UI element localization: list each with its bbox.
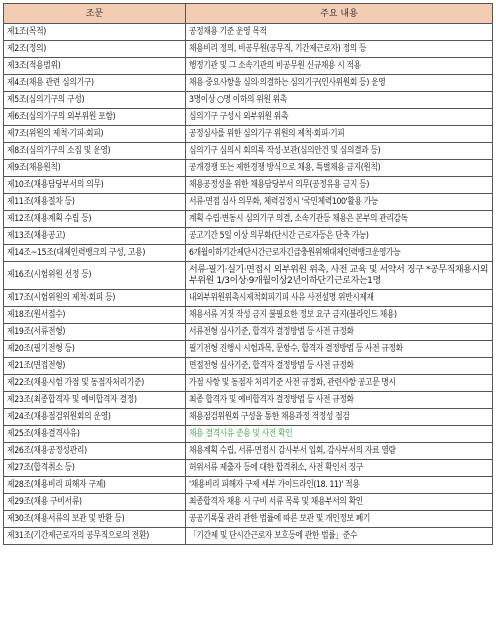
table-row (4, 92, 493, 109)
article-cell (4, 392, 186, 409)
content-text: 채용점검위원회 구성을 통한 채용과정 적정성 점검 (189, 412, 350, 422)
article-label: 제16조(시험위원 선정 등) (7, 270, 92, 280)
article-cell (4, 143, 186, 160)
article-cell (4, 528, 186, 545)
article-label: 제21조(면접전형) (7, 361, 66, 371)
content-text: 공정심사를 위한 심의기구 위원의 제척·회피·기피 (189, 129, 345, 139)
content-cell (186, 358, 493, 375)
content-text: 채용서류 거짓 작성 금지 불필요한 정보 요구 금지(블라인드 채용) (189, 310, 397, 320)
article-cell (4, 290, 186, 307)
table-row (4, 228, 493, 245)
article-label: 제2조(정의) (7, 44, 47, 54)
content-cell (186, 109, 493, 126)
table-row (4, 126, 493, 143)
regulation-summary-table-wrapper (3, 3, 492, 545)
article-cell (4, 409, 186, 426)
table-row (4, 426, 493, 443)
content-text: 공고기간 5일 이상 의무화(단시간 근로자등은 단축 가능) (189, 231, 369, 241)
content-text: 채용 중요사항을 심의·의결하는 심의기구(인사위원회 등) 운영 (189, 78, 386, 88)
article-cell (4, 511, 186, 528)
table-row (4, 375, 493, 392)
content-text: 심의기구 구성시 외부위원 위촉 (189, 112, 289, 122)
content-cell (186, 194, 493, 211)
header-content: 주요 내용 (186, 4, 493, 24)
content-cell (186, 177, 493, 194)
content-cell (186, 341, 493, 358)
content-cell (186, 460, 493, 477)
article-label: 제11조(채용절차 등) (7, 197, 75, 207)
article-label: 제20조(필기전형 등) (7, 344, 75, 354)
content-text: 최종 합격자 및 예비합격자 결정방법 등 사전 규정화 (189, 395, 354, 405)
content-cell (186, 228, 493, 245)
content-cell (186, 41, 493, 58)
table-row (4, 194, 493, 211)
article-label: 제29조(채용 구비서류) (7, 497, 82, 507)
content-text: 필기전형 진행시 시험과목, 문항수, 합격자 결정방법 등 사전 규정화 (189, 344, 403, 354)
table-row (4, 341, 493, 358)
table-row (4, 290, 493, 307)
article-cell (4, 41, 186, 58)
table-row (4, 58, 493, 75)
table-body (4, 24, 493, 545)
content-cell (186, 75, 493, 92)
table-row (4, 109, 493, 126)
article-label: 제5조(심의기구의 구성) (7, 95, 85, 105)
article-cell (4, 341, 186, 358)
table-row (4, 511, 493, 528)
article-cell (4, 24, 186, 41)
content-cell (186, 160, 493, 177)
table-row (4, 392, 493, 409)
article-cell (4, 324, 186, 341)
content-text: 허위서류 제출자 등에 대한 합격취소, 사전 확인서 징구 (189, 463, 363, 473)
article-cell (4, 358, 186, 375)
content-text: 가점 사항 및 동점자 처리기준 사전 규정화, 관련사항 공고문 명시 (189, 378, 396, 388)
article-label: 제4조(채용 관련 심의기구) (7, 78, 94, 88)
article-cell (4, 262, 186, 290)
article-label: 제30조(채용서류의 보관 및 반환 등) (7, 514, 125, 524)
article-label: 제31조(기간제근로자의 공무직으로의 전환) (7, 531, 149, 541)
article-cell (4, 126, 186, 143)
content-text: 계획 수립·변동시 심의기구 의결, 소속기관등 채용은 본부의 관리감독 (189, 214, 408, 224)
content-cell (186, 324, 493, 341)
article-label: 제22조(채용시험 가점 및 동점자처리기준) (7, 378, 144, 388)
article-cell (4, 443, 186, 460)
table-row (4, 41, 493, 58)
table-row (4, 245, 493, 262)
table-row (4, 307, 493, 324)
table-row (4, 24, 493, 41)
table-row (4, 409, 493, 426)
content-text: 채용계획 수립, 서류·면접시 감사부서 입회, 감사부서의 자료 열람 (189, 446, 396, 456)
content-text: 내외부위원위촉시제척회피기피 사유 사전설명 위반시제재 (189, 293, 374, 303)
article-label: 제25조(채용결격사유) (7, 429, 80, 439)
article-cell (4, 58, 186, 75)
content-text: 행정기관 및 그 소속기관의 비공무원 신규채용 시 적용 (189, 61, 361, 71)
content-cell (186, 58, 493, 75)
content-text: 채용비리 정의, 비공무원(공무직, 기간제근로자) 정의 등 (189, 44, 367, 54)
article-label: 제1조(목적) (7, 27, 47, 37)
article-cell (4, 494, 186, 511)
content-cell (186, 375, 493, 392)
content-cell (186, 477, 493, 494)
content-text: 「기간제 및 단시간근로자 보호등에 관한 법률」준수 (189, 531, 358, 541)
content-cell (186, 426, 493, 443)
table-header-row (4, 4, 493, 24)
content-cell (186, 511, 493, 528)
article-cell (4, 211, 186, 228)
content-text: 공공기록물 관리 관한 법률에 따른 보관 및 개인정보 폐기 (189, 514, 370, 524)
article-cell (4, 75, 186, 92)
content-cell (186, 494, 493, 511)
table-row (4, 211, 493, 228)
article-label: 제12조(채용계획 수립 등) (7, 214, 92, 224)
article-label: 제6조(심의기구의 외부위원 포함) (7, 112, 116, 122)
content-text: 공개경쟁 또는 제한경쟁 방식으로 채용, 특별채용 금지(원칙) (189, 163, 381, 173)
table-row (4, 177, 493, 194)
content-text: 심의기구 심의시 회의록 작성·보관(심의안건 및 심의결과 등) (189, 146, 381, 156)
table-row (4, 443, 493, 460)
content-text: 서류전형 심사기준, 합격자 결정방법 등 사전 규정화 (189, 327, 354, 337)
content-text: 서류·면접 심사 의무화, 체력검정시 '국민체력100'활용 가능 (189, 197, 379, 207)
content-cell (186, 409, 493, 426)
article-label: 제13조(채용공고) (7, 231, 66, 241)
content-cell (186, 262, 493, 290)
article-label: 제19조(서류전형) (7, 327, 66, 337)
content-cell (186, 92, 493, 109)
content-cell (186, 392, 493, 409)
content-text: 면접전형 심사기준, 합격자 결정방법 등 사전 규정화 (189, 361, 354, 371)
article-label: 제27조(합격취소 등) (7, 463, 75, 473)
article-cell (4, 426, 186, 443)
article-label: 제10조(채용담당부서의 의무) (7, 180, 104, 190)
content-cell (186, 528, 493, 545)
table-row (4, 75, 493, 92)
table-row (4, 477, 493, 494)
article-label: 제28조(채용비리 피해자 구제) (7, 480, 106, 490)
article-label: 제14조~15조(대체인력뱅크의 구성, 고용) (7, 248, 146, 258)
article-cell (4, 228, 186, 245)
content-text: '채용비리 피해자 구제 세부 가이드라인(18. 11)' 적용 (189, 480, 360, 490)
content-text: 공정채용 기준 운영 목적 (189, 27, 267, 37)
content-text: 서류·필기·실기·면접시 외부위원 위촉, 사전 교육 및 서약서 징구 *공무직채용시외부위원 1/3이상·9개월이상2년이하단기근로자는1명 (189, 264, 489, 286)
content-text: 3명이상 ○명 이하의 위원 위촉 (189, 95, 287, 105)
table-row (4, 324, 493, 341)
article-label: 제26조(채용공정성관리) (7, 446, 87, 456)
article-label: 제3조(적용범위) (7, 61, 61, 71)
table-row (4, 262, 493, 290)
article-cell (4, 92, 186, 109)
content-text: 채용 결격사유 준용 및 사전 확인 (189, 429, 293, 439)
table-row (4, 528, 493, 545)
article-label: 제7조(위원의 제척·기피·회피) (7, 129, 104, 139)
content-text: 채용공정성을 위한 채용담당부서 의무(공정유용 금지 등) (189, 180, 369, 190)
table-row (4, 460, 493, 477)
article-label: 제24조(채용점검위원회의 운영) (7, 412, 111, 422)
article-cell (4, 477, 186, 494)
content-cell (186, 245, 493, 262)
content-cell (186, 307, 493, 324)
article-cell (4, 177, 186, 194)
table-row (4, 494, 493, 511)
article-label: 제9조(채용원칙) (7, 163, 61, 173)
article-label: 제17조(시험위원의 제척·회피 등) (7, 293, 116, 303)
article-cell (4, 245, 186, 262)
article-label: 제18조(원서접수) (7, 310, 66, 320)
article-cell (4, 375, 186, 392)
table-row (4, 143, 493, 160)
content-cell (186, 143, 493, 160)
header-article: 조문 (4, 4, 186, 24)
content-text: 최종합격자 채용 시 구비 서류 목록 및 채용부서의 확인 (189, 497, 363, 507)
content-cell (186, 24, 493, 41)
regulation-summary-table (3, 3, 493, 545)
table-row (4, 358, 493, 375)
content-cell (186, 126, 493, 143)
article-label: 제8조(심의기구의 소집 및 운영) (7, 146, 111, 156)
article-label: 제23조(최종합격자 및 예비합격자 결정) (7, 395, 137, 405)
content-cell (186, 290, 493, 307)
table-row (4, 160, 493, 177)
article-cell (4, 160, 186, 177)
article-cell (4, 460, 186, 477)
content-text: 6개월이하기간제단시간근로자긴급충원위해대체인력뱅크운영가능 (189, 248, 401, 258)
article-cell (4, 307, 186, 324)
article-cell (4, 194, 186, 211)
content-cell (186, 211, 493, 228)
article-cell (4, 109, 186, 126)
content-cell (186, 443, 493, 460)
